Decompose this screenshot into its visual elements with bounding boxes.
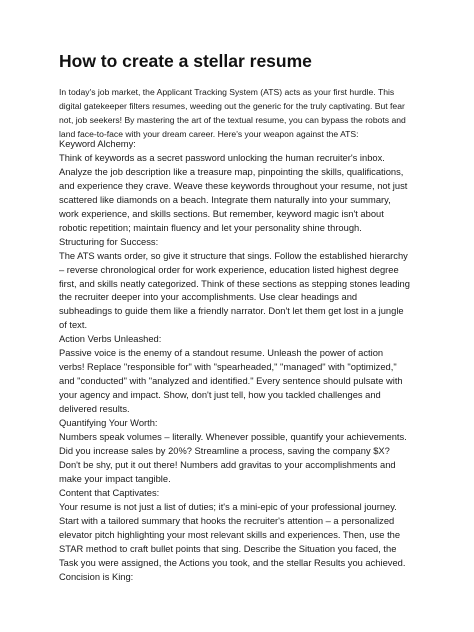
body-line: verbs! Replace "responsible for" with "spearheaded," "managed" with "optimized," <box>59 362 397 373</box>
intro-line: land face-to-face with your dream career. Here's your weapon against the ATS: <box>59 128 359 139</box>
intro-line: not, job seekers! By mastering the art of the textual resume, you can bypass the robots and <box>59 114 406 125</box>
body-line: Quantifying Your Worth: <box>59 418 158 429</box>
body-line: delivered results. <box>59 404 130 415</box>
document-body <box>59 138 419 585</box>
body-line: Think of keywords as a secret password unlocking the human recruiter's inbox. <box>59 152 385 163</box>
intro-paragraph <box>59 86 419 142</box>
intro-line: digital gatekeeper filters resumes, weeding out the generic for the truly captivating. But fear <box>59 100 405 111</box>
body-line: Task you were assigned, the Actions you took, and the stellar Results you achieved. <box>59 557 406 568</box>
body-line: Start with a tailored summary that hooks the recruiter's attention – a personalized <box>59 515 395 526</box>
body-line: your agency and impact. Show, don't just tell, how you tackled challenges and <box>59 390 381 401</box>
body-line: Did you increase sales by 20%? Streamline a process, saving the company $X? <box>59 445 390 456</box>
body-line: and "conducted" with "analyzed and identified." Every sentence should pulsate with <box>59 376 403 387</box>
body-line: Action Verbs Unleashed: <box>59 334 162 345</box>
body-line: work experience, and skills sections. But remember, keyword magic isn't about <box>59 208 384 219</box>
body-line: Numbers speak volumes – literally. Whenever possible, quantify your achievements. <box>59 432 407 443</box>
body-line: scattered like diamonds on a beach. Integrate them naturally into your summary, <box>59 194 391 205</box>
body-line: elevator pitch highlighting your most relevant skills and experiences. Then, use the <box>59 529 401 540</box>
body-line: – reverse chronological order for work experience, education listed highest degree <box>59 264 399 275</box>
body-line: the recruiter deeper into your accomplishments. Use clear headings and <box>59 292 358 303</box>
body-line: Structuring for Success: <box>59 236 159 247</box>
body-line: first, and skills neatly categorized. Think of these sections as stepping stones leading <box>59 278 410 289</box>
body-line: Analyze the job description like a treasure map, pinpointing the skills, qualifications, <box>59 166 404 177</box>
body-line: The ATS wants order, so give it structure that sings. Follow the established hierarchy <box>59 250 408 261</box>
body-line: of text. <box>59 320 88 331</box>
body-line: Content that Captivates: <box>59 487 160 498</box>
body-line: Don't be shy, put it out there! Numbers add gravitas to your accomplishments and <box>59 459 396 470</box>
document-title: How to create a stellar resume <box>59 51 312 71</box>
intro-line: In today's job market, the Applicant Tracking System (ATS) acts as your first hurdle. This <box>59 87 395 97</box>
body-line: Keyword Alchemy: <box>59 139 136 149</box>
body-line: make your impact tangible. <box>59 473 171 484</box>
body-line: robotic repetition; maintain fluency and let your personality shine through. <box>59 222 362 233</box>
body-line: and experience they crave. Weave these keywords throughout your resume, not just <box>59 180 408 191</box>
body-line: Passive voice is the enemy of a standout resume. Unleash the power of action <box>59 348 384 359</box>
body-line: Your resume is not just a list of duties; it's a mini-epic of your professional journey. <box>59 501 397 512</box>
body-line: subheadings to guide them like a friendly narrator. Don't let them get lost in a jungle <box>59 306 404 317</box>
body-line: STAR method to craft bullet points that sing. Describe the Situation you faced, the <box>59 543 397 554</box>
body-line: Concision is King: <box>59 571 134 582</box>
